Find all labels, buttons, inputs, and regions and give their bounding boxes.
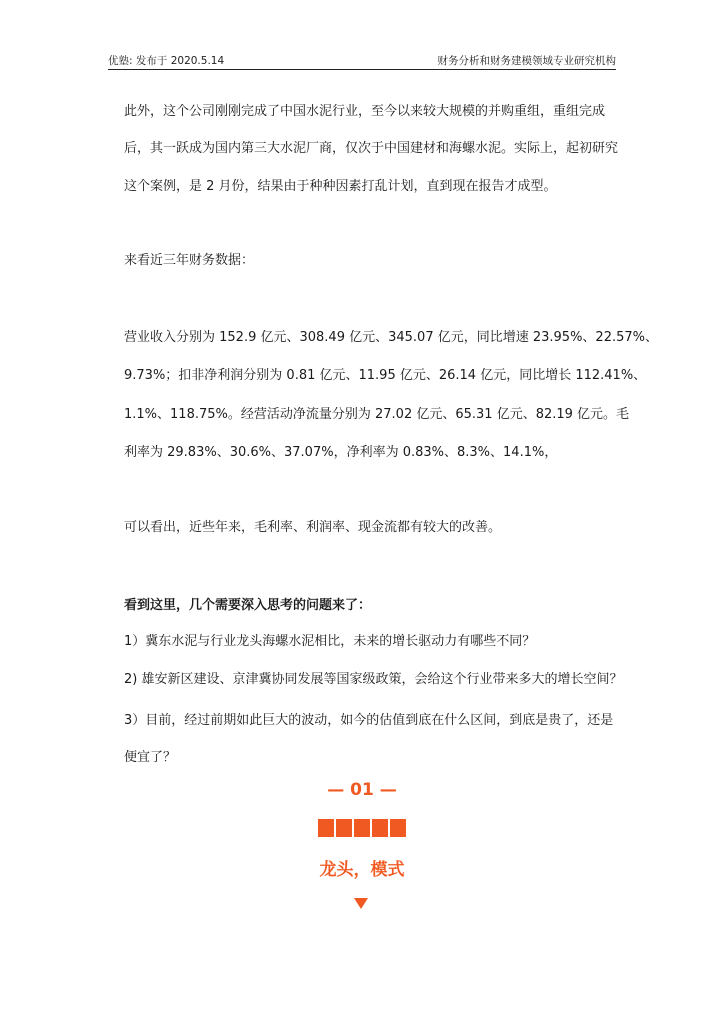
page-header (108, 53, 616, 70)
question-item: 1）冀东水泥与行业龙头海螺水泥相比，未来的增长驱动力有哪些不同？ (124, 634, 536, 649)
paragraph-line: 后，其一跃成为国内第三大水泥厂商，仅次于中国建材和海螺水泥。实际上，起初研究 (124, 141, 619, 156)
section-number: — 01 — (327, 780, 397, 800)
down-triangle-icon (354, 898, 368, 909)
paragraph-line: 营业收入分别为 152.9 亿元、308.49 亿元、345.07 亿元，同比增速 23.95%、22.57%、 (124, 330, 658, 345)
header-org-tagline: 财务分析和财务建模领域专业研究机构 (437, 55, 616, 67)
questions-heading: 看到这里，几个需要深入思考的问题来了： (124, 598, 372, 613)
paragraph-line: 此外，这个公司刚刚完成了中国水泥行业，至今以来较大规模的并购重组，重组完成 (124, 104, 606, 119)
paragraph-line: 可以看出，近些年来，毛利率、利润率、现金流都有较大的改善。 (124, 520, 502, 535)
section-divider-bar (318, 819, 406, 837)
question-item: 3）目前，经过前期如此巨大的波动，如今的估值到底在什么区间，到底是贵了，还是 (124, 713, 614, 728)
question-item: 便宜了？ (124, 750, 177, 765)
paragraph-line: 利率为 29.83%、30.6%、37.07%，净利率为 0.83%、8.3%、14.1%， (124, 445, 558, 460)
paragraph-line: 1.1%、118.75%。经营活动净流量分别为 27.02 亿元、65.31 亿元、82.19 亿元。毛 (124, 407, 630, 422)
paragraph-line: 来看近三年财务数据： (124, 253, 255, 268)
question-item: 2) 雄安新区建设、京津冀协同发展等国家级政策，会给这个行业带来多大的增长空间？ (124, 672, 623, 687)
header-publish-info: 优塾: 发布于 2020.5.14 (108, 55, 225, 67)
paragraph-line: 9.73%；扣非净利润分别为 0.81 亿元、11.95 亿元、26.14 亿元，同比增长 112.41%、 (124, 368, 647, 383)
section-title: 龙头，模式 (319, 860, 405, 880)
paragraph-line: 这个案例，是 2 月份，结果由于种种因素打乱计划，直到现在报告才成型。 (124, 179, 557, 194)
